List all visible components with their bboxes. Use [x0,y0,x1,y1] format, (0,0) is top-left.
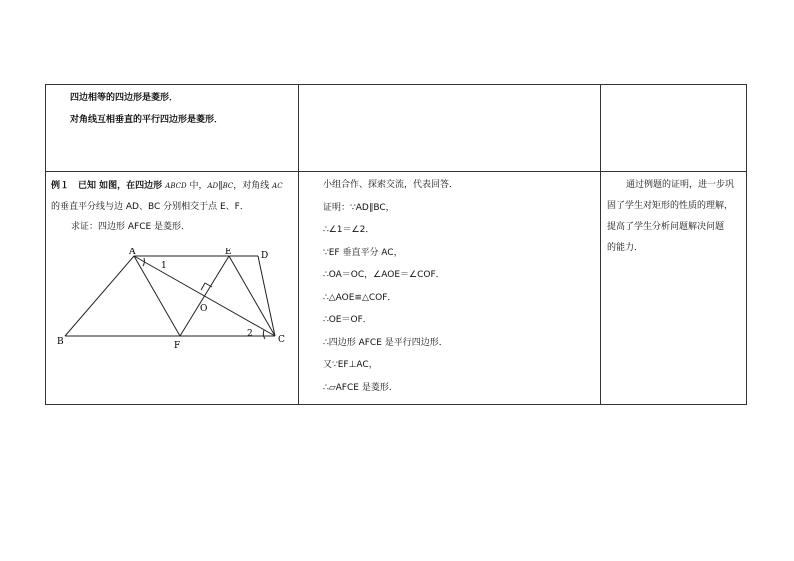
proof-line: ∴△AOE≌△COF． [323,292,397,303]
label-b: B [57,337,64,347]
definition-cell [46,85,299,172]
example-line-3: 求证：四边形 AFCE 是菱形． [71,222,191,232]
right-angle-mark [201,283,212,290]
proof-line: 小组合作、探索交流，代表回答． [323,180,459,190]
notes-cell [601,172,747,405]
note-line: 通过例题的证明，进一步巩 [626,180,735,190]
definition-line: 四边相等的四边形是菱形． [70,93,179,103]
empty-cell [299,85,601,172]
example-cell [46,172,299,405]
note-line: 固了学生对矩形的性质的理解， [607,201,734,211]
angle-2-arc [263,330,265,339]
segment-ec [229,256,275,336]
proof-line: 证明：∵AD∥BC， [323,202,395,213]
example-line-1: 例１ 已知 如图，在四边形 ABCD 中，AD∥BC，对角线 AC [51,181,283,191]
note-line: 的能力． [607,243,644,253]
label-angle-2: 2 [247,329,253,339]
proof-line: ∴∠1＝∠2． [323,225,375,235]
segment-ab [65,256,134,336]
proof-line: ∵EF 垂直平分 AC， [323,247,403,258]
label-a: A [129,248,136,257]
label-c: C [278,335,285,345]
empty-cell [601,85,747,172]
proof-line: ∴OE＝OF． [323,315,372,325]
label-angle-1: 1 [161,261,167,271]
definition-line: 对角线互相垂直的平行四边形是菱形． [70,115,224,125]
proof-line: 又∵EF⊥AC， [323,360,378,370]
label-d: D [261,251,269,261]
table-row [46,85,747,172]
note-line: 提高了学生分析问题解决问题 [607,222,725,232]
label-f: F [174,341,181,351]
label-e: E [225,248,232,257]
segment-ef [180,256,229,336]
proof-line: ∴OA＝OC，∠AOE＝∠COF． [323,270,445,280]
proof-line: ∴四边形 AFCE 是平行四边形． [323,337,448,348]
segment-cd [258,256,275,336]
label-o: O [200,304,208,314]
geometry-figure [46,248,299,358]
example-line-2: 的垂直平分线与边 AD、BC 分别相交于点 E、F． [51,202,249,212]
proof-cell [299,172,601,405]
segment-af [134,256,180,336]
table-row [46,172,747,405]
proof-line: ∴▱AFCE 是菱形． [323,382,398,393]
lesson-table [45,84,747,405]
